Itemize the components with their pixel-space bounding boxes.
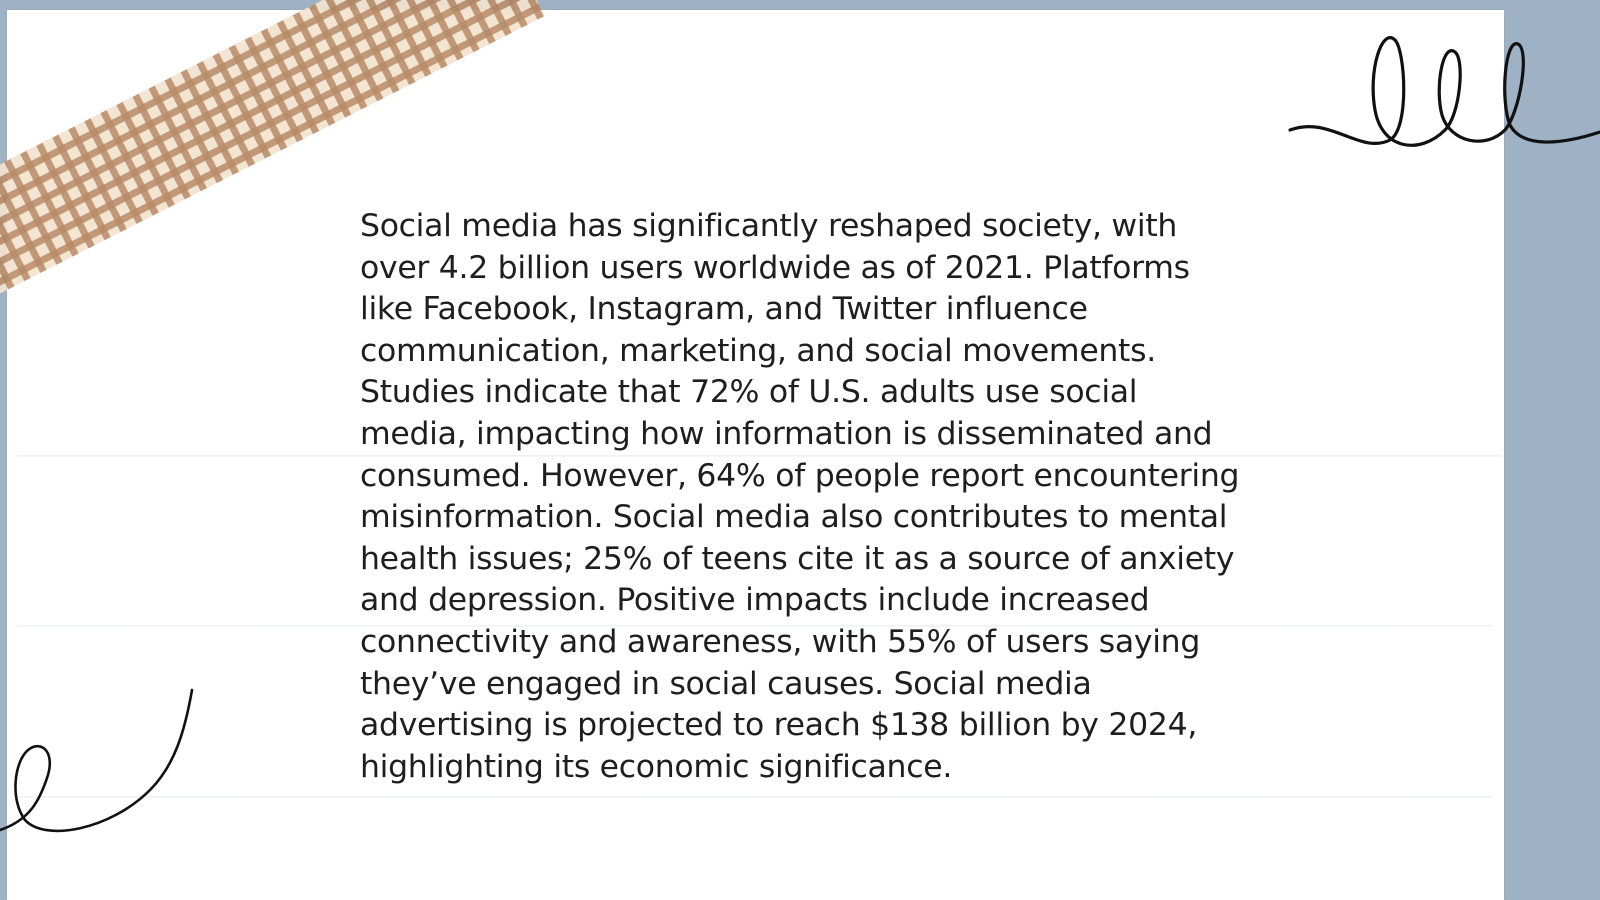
body-paragraph: Social media has significantly reshaped society, with over 4.2 billion users worldwide as of 2021. Platforms like Facebook, Instagram, and Twitter influence communication, marketing, and social movements. Studies indicate that 72% of U.S. adults use social media, impacting how information is disseminated and consumed. However, 64% of people report encountering misinformation. Social media also contributes to mental health issues; 25% of teens cite it as a source of anxiety and depression. Positive impacts include increased connectivity and awareness, with 55% of users saying they’ve engaged in social causes. Social media advertising is projected to reach $138 billion by 2024, highlighting its economic significance.: [360, 208, 1240, 785]
paper-fold-line: [17, 796, 1492, 798]
loop-check-scribble-icon: [0, 690, 200, 850]
loopy-scribble-icon: [1290, 30, 1600, 160]
